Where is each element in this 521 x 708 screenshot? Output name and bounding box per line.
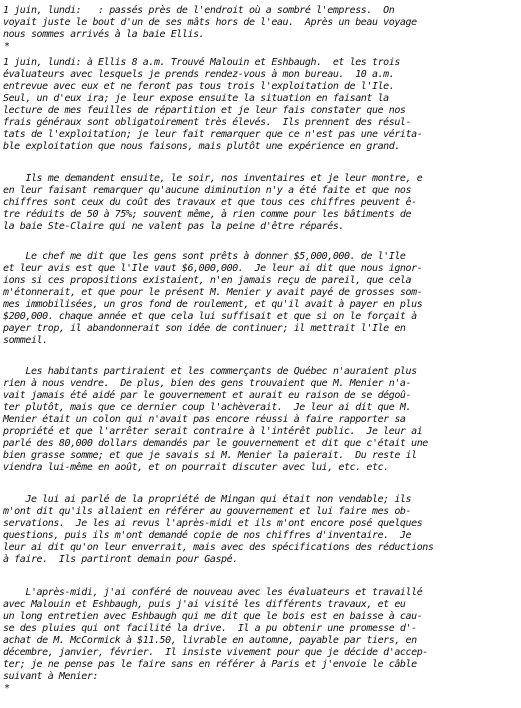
text-line: rien à nous vendre. De plus, bien des gens trouvaient que M. Menier n'a- xyxy=(3,378,412,389)
text-line: $200,000. chaque année et que cela lui suffisait et que si on le forçait à xyxy=(3,311,417,322)
asterisk-mark: * xyxy=(4,683,11,694)
text-line: ions si ces propositions existaient, n'en jamais reçu de pareil, que cela xyxy=(3,275,412,286)
text-line: tats de l'exploitation; je leur fait remarquer que ce n'est pas une vérita- xyxy=(3,129,423,140)
text-line: Le chef me dit que les gens sont prêts à donner $5,000,000. de l'Ile xyxy=(3,251,406,262)
text-line: Les habitants partiraient et les commerçants de Québec n'auraient plus xyxy=(3,366,417,377)
text-line: payer trop, il abandonnerait son idée de continuer; il mettrait l'Ile en xyxy=(3,323,406,334)
text-line: un long entretien avec Eshbaugh qui me dit que le bois est en baisse à cau- xyxy=(3,611,423,622)
text-line: nous sommes arrivés à la baie Ellis. xyxy=(3,29,205,40)
text-line: questions, puis ils m'ont demandé copie de nos chiffres d'inventaire. Je xyxy=(3,530,412,541)
text-line: voyait juste le bout d'un de ses mâts hors de l'eau. Après un beau voyage xyxy=(3,17,417,28)
text-line: viendra lui-même en août, et on pourrait discuter avec lui, etc. etc. xyxy=(3,462,389,473)
text-line: suivant à Menier: xyxy=(3,671,99,682)
text-line: Seul, un d'eux ira; je leur expose ensuite la situation en faisant la xyxy=(3,93,389,104)
text-line: Ils me demandent ensuite, le soir, nos inventaires et je leur montre, e xyxy=(3,173,423,184)
text-line: et leur avis est que l'Ile vaut $6,000,000. Je leur ai dit que nous ignor- xyxy=(3,263,423,274)
text-line: en leur faisant remarquer qu'aucune diminution n'y a été faite et que nos xyxy=(3,185,412,196)
asterisk-mark: * xyxy=(4,41,11,52)
text-line: ter; je ne pense pas le faire sans en référer à Paris et j'envoie le câble xyxy=(3,659,417,670)
text-line: Je lui ai parlé de la propriété de Mingan qui était non vendable; ils xyxy=(3,494,412,505)
text-line: lecture de mes feuilles de répartition et je leur fais constater que nos xyxy=(3,105,406,116)
text-line: 1 juin, lundi: : passés près de l'endroit où a sombré l'empress. On xyxy=(3,5,395,16)
text-line: m'étonnerait, et que pour le présent M. Menier y avait payé de grosses som- xyxy=(3,287,423,298)
text-line: L'après-midi, j'ai conféré de nouveau avec les évaluateurs et travaillé xyxy=(3,587,423,598)
text-line: tre réduits de 50 à 75%; souvent même, à rien comme pour les bâtiments de xyxy=(3,209,412,220)
text-line: avec Malouin et Eshbaugh, puis j'ai visité les différents travaux, et eu xyxy=(3,599,406,610)
text-line: Menier était un colon qui n'avait pas encore réussi à faire rapporter sa xyxy=(3,414,406,425)
text-line: bien grasse somme; et que je savais si M. Menier la paierait. Du reste il xyxy=(3,450,417,461)
text-line: entrevue avec eux et ne feront pas tous trois l'exploitation de l'Ile. xyxy=(3,81,395,92)
text-line: à faire. Ils partiront demain pour Gaspé. xyxy=(3,554,238,565)
text-line: sommeil. xyxy=(3,335,48,346)
text-line: 1 juin, lundi: à Ellis 8 a.m. Trouvé Malouin et Eshbaugh. et les trois xyxy=(3,57,400,68)
text-line: chiffres sont ceux du coût des travaux et que tous ces chiffres peuvent ê- xyxy=(3,197,417,208)
text-line: la baie Ste-Claire qui ne valent pas la peine d'être réparés. xyxy=(3,221,345,232)
text-line: m'ont dit qu'ils allaient en référer au gouvernement et lui faire mes ob- xyxy=(3,506,412,517)
text-line: décembre, janvier, février. Il insiste vivement pour que je décide d'accep- xyxy=(3,647,428,658)
text-line: évaluateurs avec lesquels je prends rendez-vous à mon bureau. 10 a.m. xyxy=(3,69,395,80)
text-line: frais généraux sont obligatoirement très élevés. Ils prennent des résul- xyxy=(3,117,412,128)
text-line: vait jamais été aidé par le gouvernement et aurait eu raison de se dégoû- xyxy=(3,390,412,401)
text-line: achat de M. McCormick à $11.50, livrable en automne, payable par tiers, en xyxy=(3,635,417,646)
text-line: leur ai dit qu'on leur enverrait, mais avec des spécifications des réductions xyxy=(3,542,434,553)
text-line: ble exploitation que nous faisons, mais plutôt une expérience en grand. xyxy=(3,141,400,152)
text-line: parlé des 80,000 dollars demandés par le gouvernement et dit que c'était une xyxy=(3,438,428,449)
text-line: mes immobilisées, un gros fond de roulement, et qu'il avait à payer en plus xyxy=(3,299,423,310)
text-line: se des pluies qui ont facilité la drive. Il a pu obtenir une promesse d'- xyxy=(3,623,417,634)
text-line: ter plutôt, mais que ce dernier coup l'achèverait. Je leur ai dit que M. xyxy=(3,402,412,413)
text-line: servations. Je les ai revus l'après-midi et ils m'ont encore posé quelques xyxy=(3,518,423,529)
text-line: propriété et que l'arrêter serait contraire à l'intérêt public. Je leur ai xyxy=(3,426,423,437)
